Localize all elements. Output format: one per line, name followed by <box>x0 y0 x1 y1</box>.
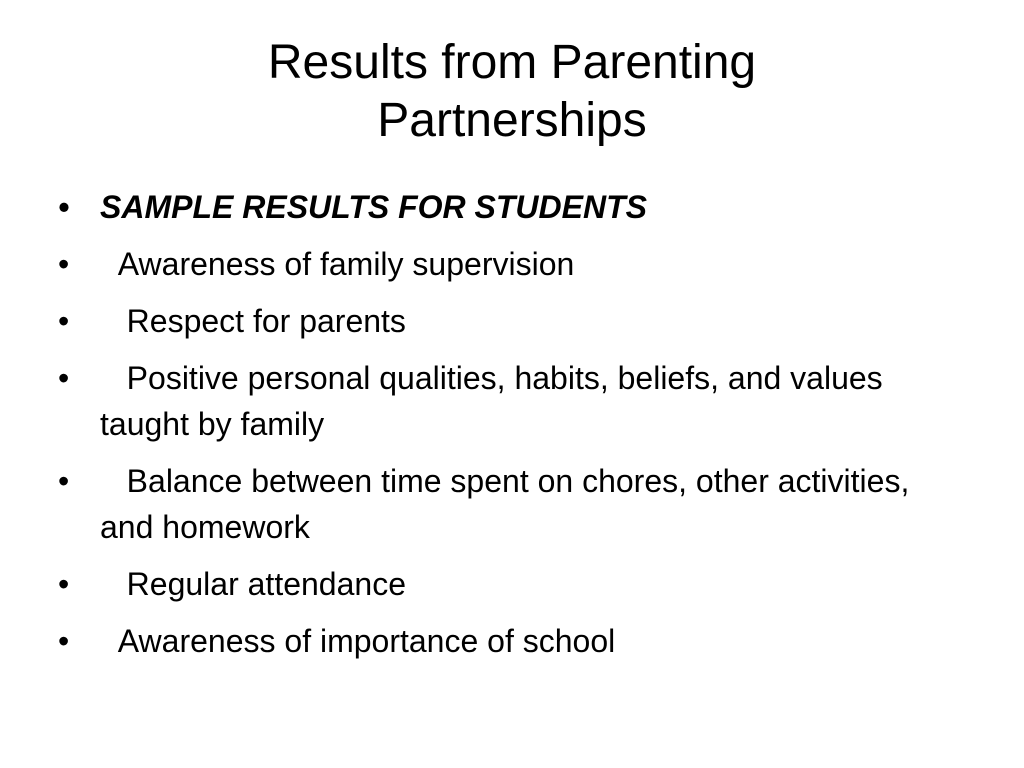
bullet-list <box>58 184 968 675</box>
bullet-dot-icon: • <box>58 463 70 499</box>
bullet-dot-icon: • <box>58 360 70 396</box>
bullet-item <box>58 561 968 607</box>
bullet-item <box>58 241 968 287</box>
bullet-dot-icon: • <box>58 303 70 339</box>
bullet-dot-icon: • <box>58 246 70 282</box>
bullet-text: Regular attendance <box>100 566 406 602</box>
bullet-dot-icon: • <box>58 566 70 602</box>
bullet-item <box>58 355 968 447</box>
bullet-item <box>58 618 968 664</box>
title-line-2: Partnerships <box>377 94 647 147</box>
bullet-text: SAMPLE RESULTS FOR STUDENTS <box>100 189 647 225</box>
bullet-text: Balance between time spent on chores, other activities, and homework <box>100 463 919 545</box>
bullet-item-heading <box>58 184 968 230</box>
title-line-1: Results from Parenting <box>267 36 757 89</box>
bullet-item <box>58 298 968 344</box>
bullet-dot-icon: • <box>58 623 70 659</box>
bullet-dot-icon: • <box>58 189 70 225</box>
bullet-text: Positive personal qualities, habits, beliefs, and values taught by family <box>100 360 892 442</box>
bullet-text: Respect for parents <box>100 303 406 339</box>
bullet-item <box>58 458 968 550</box>
slide-title <box>0 34 1024 150</box>
bullet-text: Awareness of family supervision <box>100 246 575 282</box>
bullet-text: Awareness of importance of school <box>100 623 616 659</box>
